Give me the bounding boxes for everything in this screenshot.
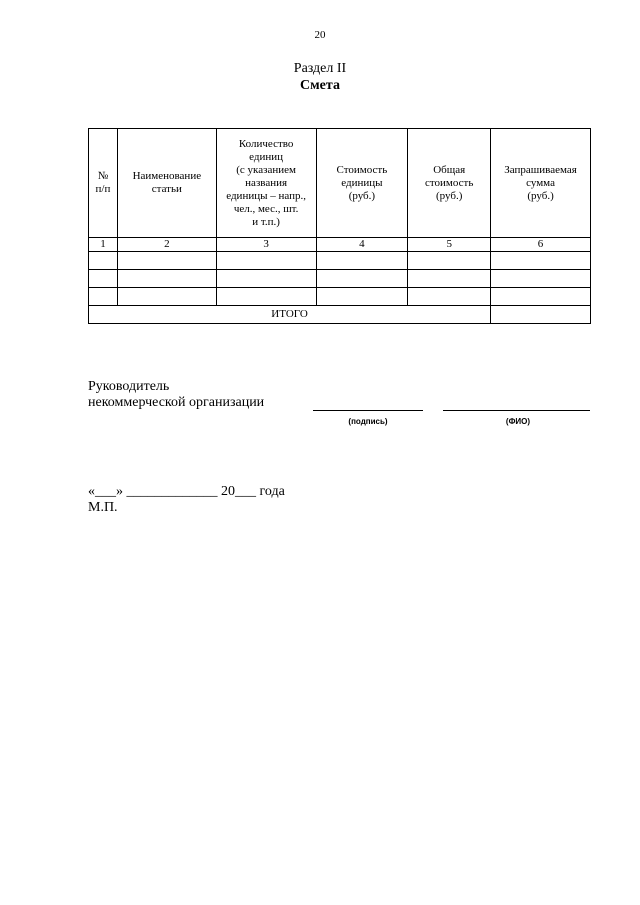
header-cell-total-cost: Общая стоимость (руб.) <box>408 129 491 238</box>
column-number-row <box>89 238 591 252</box>
table-cell[interactable] <box>89 288 118 306</box>
table-cell[interactable] <box>117 270 216 288</box>
stamp-label: М.П. <box>88 500 118 515</box>
total-row <box>89 306 591 324</box>
table-cell[interactable] <box>316 288 408 306</box>
table-cell[interactable] <box>316 252 408 270</box>
header-cell-quantity: Количество единиц (с указанием названия единицы – напр., чел., мес., шт. и т.п.) <box>216 129 316 238</box>
name-line[interactable] <box>443 410 590 411</box>
estimate-table <box>88 128 591 324</box>
header-cell-number: № п/п <box>89 129 118 238</box>
column-number: 5 <box>408 238 491 252</box>
total-label: ИТОГО <box>89 306 491 324</box>
section-heading <box>0 60 640 94</box>
table-cell[interactable] <box>117 288 216 306</box>
section-title: Смета <box>300 78 340 93</box>
table-cell[interactable] <box>408 252 491 270</box>
name-caption: (ФИО) <box>505 417 531 426</box>
header-cell-item-name: Наименование статьи <box>117 129 216 238</box>
signatory-role-line2: некоммерческой организации <box>88 395 265 410</box>
table-cell[interactable] <box>89 270 118 288</box>
page-number: 20 <box>314 29 326 41</box>
table-cell[interactable] <box>491 270 591 288</box>
section-label: Раздел II <box>293 61 347 76</box>
table-cell[interactable] <box>408 288 491 306</box>
table-cell[interactable] <box>491 252 591 270</box>
signature-caption: (подпись) <box>348 417 388 426</box>
signature-block <box>88 379 608 426</box>
column-number: 4 <box>316 238 408 252</box>
signature-line[interactable] <box>313 410 423 411</box>
header-cell-unit-cost: Стоимость единицы (руб.) <box>316 129 408 238</box>
total-value-cell[interactable] <box>491 306 591 324</box>
signatory-role-line1: Руководитель <box>88 379 170 394</box>
table-row <box>89 270 591 288</box>
column-number: 3 <box>216 238 316 252</box>
table-cell[interactable] <box>216 288 316 306</box>
header-cell-requested-sum: Запрашиваемая сумма (руб.) <box>491 129 591 238</box>
column-number: 2 <box>117 238 216 252</box>
table-row <box>89 252 591 270</box>
table-cell[interactable] <box>216 270 316 288</box>
table-cell[interactable] <box>117 252 216 270</box>
table-cell[interactable] <box>408 270 491 288</box>
table-row <box>89 288 591 306</box>
date-line: «___» _____________ 20___ года <box>88 484 285 499</box>
table-cell[interactable] <box>316 270 408 288</box>
column-number: 6 <box>491 238 591 252</box>
table-cell[interactable] <box>89 252 118 270</box>
table-cell[interactable] <box>491 288 591 306</box>
table-cell[interactable] <box>216 252 316 270</box>
column-number: 1 <box>89 238 118 252</box>
header-row <box>89 129 591 238</box>
